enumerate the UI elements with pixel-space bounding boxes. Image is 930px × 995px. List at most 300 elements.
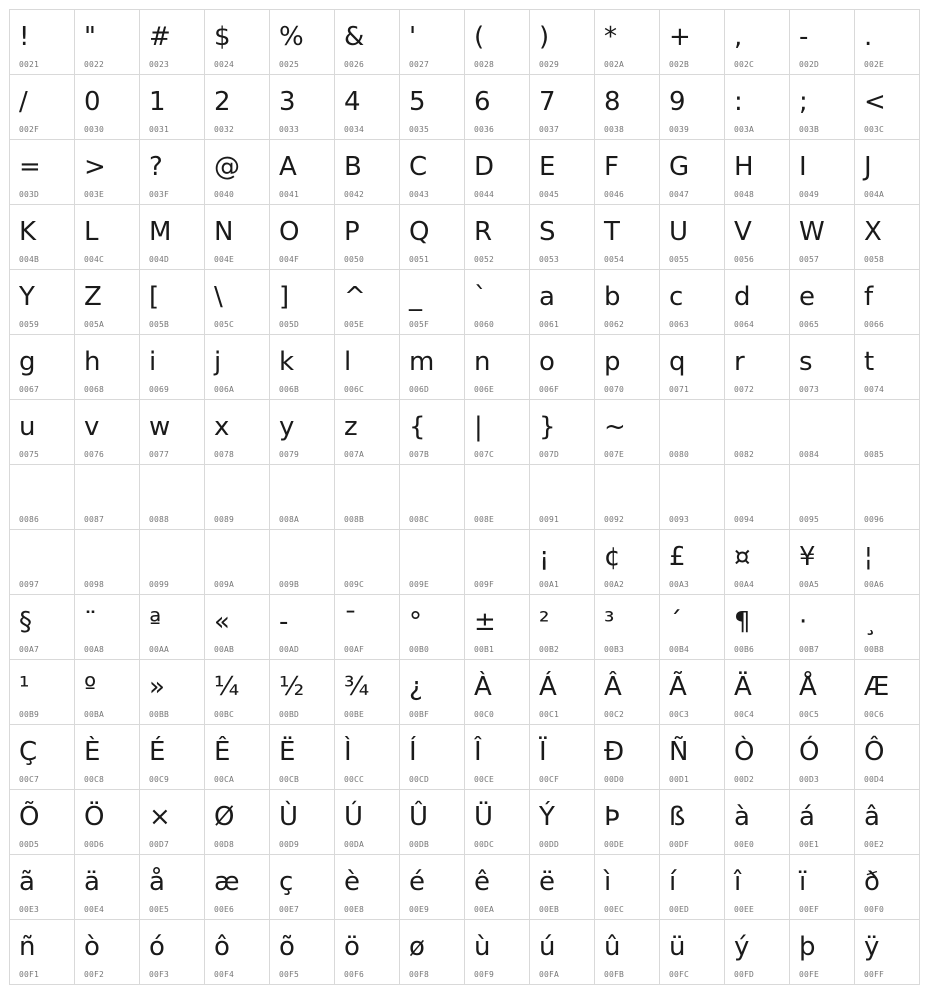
glyph-codepoint-label: 0054 — [604, 255, 625, 264]
glyph-cell — [530, 790, 595, 855]
glyph-codepoint-label: 00DB — [409, 840, 430, 849]
glyph-codepoint-label: 00E5 — [149, 905, 170, 914]
glyph-codepoint-label: 00CA — [214, 775, 235, 784]
glyph-character: ó — [149, 932, 165, 962]
glyph-character: Õ — [19, 802, 40, 832]
glyph-character: È — [84, 737, 101, 767]
glyph-cell — [140, 10, 205, 75]
glyph-codepoint-label: 0025 — [279, 60, 300, 69]
glyph-cell — [10, 335, 75, 400]
glyph-character: è — [344, 867, 360, 897]
glyph-codepoint-label: 003B — [799, 125, 820, 134]
glyph-cell — [595, 595, 660, 660]
glyph-codepoint-label: 00C4 — [734, 710, 755, 719]
glyph-codepoint-label: 0099 — [149, 580, 170, 589]
glyph-character: ú — [539, 932, 556, 962]
glyph-character: " — [84, 22, 96, 52]
glyph-cell — [140, 335, 205, 400]
glyph-codepoint-label: 00D6 — [84, 840, 105, 849]
glyph-cell — [595, 530, 660, 595]
glyph-codepoint-label: 00A2 — [604, 580, 625, 589]
glyph-cell — [595, 140, 660, 205]
glyph-cell — [855, 270, 920, 335]
glyph-codepoint-label: 0049 — [799, 190, 820, 199]
glyph-character: f — [864, 282, 874, 312]
glyph-character: J — [864, 152, 872, 182]
glyph-codepoint-label: 005F — [409, 320, 430, 329]
glyph-character: Æ — [864, 672, 890, 702]
glyph-codepoint-label: 00CB — [279, 775, 300, 784]
glyph-character: Ä — [734, 672, 752, 702]
glyph-codepoint-label: 0066 — [864, 320, 885, 329]
glyph-cell — [75, 400, 140, 465]
glyph-character: G — [669, 152, 690, 182]
glyph-codepoint-label: 008B — [344, 515, 365, 524]
glyph-cell — [465, 595, 530, 660]
glyph-character: ß — [669, 802, 686, 832]
glyph-cell — [400, 855, 465, 920]
glyph-cell — [270, 335, 335, 400]
glyph-codepoint-label: 004C — [84, 255, 105, 264]
glyph-cell — [10, 790, 75, 855]
glyph-character: 8 — [604, 87, 621, 117]
glyph-cell — [10, 920, 75, 985]
glyph-character: 0 — [84, 87, 101, 117]
glyph-character: Ý — [539, 802, 555, 832]
glyph-character: Â — [604, 672, 622, 702]
glyph-character: d — [734, 282, 751, 312]
glyph-cell — [465, 400, 530, 465]
glyph-codepoint-label: 007C — [474, 450, 495, 459]
glyph-cell — [335, 400, 400, 465]
glyph-codepoint-label: 004D — [149, 255, 170, 264]
glyph-codepoint-label: 00A7 — [19, 645, 40, 654]
glyph-codepoint-label: 00AB — [214, 645, 235, 654]
glyph-codepoint-label: 0042 — [344, 190, 365, 199]
glyph-cell — [75, 465, 140, 530]
glyph-cell — [660, 335, 725, 400]
glyph-cell — [530, 270, 595, 335]
glyph-character: * — [604, 22, 617, 52]
glyph-cell — [530, 400, 595, 465]
glyph-cell — [725, 595, 790, 660]
glyph-character: ° — [409, 607, 422, 637]
glyph-cell — [75, 140, 140, 205]
glyph-character: r — [734, 347, 745, 377]
glyph-codepoint-label: 00FB — [604, 970, 625, 979]
glyph-cell — [75, 205, 140, 270]
glyph-codepoint-label: 0050 — [344, 255, 365, 264]
glyph-character: ö — [344, 932, 360, 962]
glyph-cell — [790, 790, 855, 855]
glyph-cell — [790, 855, 855, 920]
glyph-character: ` — [474, 282, 487, 312]
glyph-codepoint-label: 005B — [149, 320, 170, 329]
glyph-character: ½ — [279, 672, 305, 702]
glyph-character: ª — [149, 607, 162, 637]
glyph-character: É — [149, 737, 166, 767]
glyph-cell — [75, 790, 140, 855]
glyph-cell — [205, 530, 270, 595]
glyph-character: P — [344, 217, 360, 247]
glyph-codepoint-label: 0029 — [539, 60, 560, 69]
glyph-codepoint-label: 00C6 — [864, 710, 885, 719]
glyph-character: v — [84, 412, 100, 442]
glyph-codepoint-label: 006C — [344, 385, 365, 394]
glyph-codepoint-label: 0079 — [279, 450, 300, 459]
glyph-codepoint-label: 00B6 — [734, 645, 755, 654]
glyph-codepoint-label: 0074 — [864, 385, 885, 394]
glyph-cell — [75, 595, 140, 660]
glyph-character: § — [19, 607, 32, 637]
glyph-cell — [75, 530, 140, 595]
glyph-character: ¤ — [734, 542, 751, 572]
glyph-cell — [855, 465, 920, 530]
glyph-cell — [660, 660, 725, 725]
glyph-cell — [855, 205, 920, 270]
glyph-character: Ò — [734, 737, 755, 767]
glyph-character: ¨ — [84, 607, 97, 637]
glyph-codepoint-label: 0071 — [669, 385, 690, 394]
glyph-codepoint-label: 0084 — [799, 450, 820, 459]
glyph-character: u — [19, 412, 36, 442]
glyph-codepoint-label: 00BA — [84, 710, 105, 719]
glyph-codepoint-label: 00D8 — [214, 840, 235, 849]
glyph-character: , — [734, 22, 743, 52]
glyph-character: ! — [19, 22, 30, 52]
glyph-codepoint-label: 00F2 — [84, 970, 105, 979]
glyph-codepoint-label: 00CE — [474, 775, 495, 784]
glyph-codepoint-label: 00A6 — [864, 580, 885, 589]
glyph-codepoint-label: 00AA — [149, 645, 170, 654]
glyph-character: ø — [409, 932, 425, 962]
glyph-cell — [790, 335, 855, 400]
glyph-character: 2 — [214, 87, 231, 117]
glyph-cell — [725, 530, 790, 595]
glyph-cell — [205, 270, 270, 335]
glyph-cell — [205, 10, 270, 75]
glyph-character: à — [734, 802, 750, 832]
glyph-codepoint-label: 00B2 — [539, 645, 560, 654]
glyph-codepoint-label: 0085 — [864, 450, 885, 459]
glyph-codepoint-label: 005E — [344, 320, 365, 329]
glyph-cell — [10, 270, 75, 335]
glyph-codepoint-label: 0087 — [84, 515, 105, 524]
glyph-character: × — [149, 802, 171, 832]
glyph-cell — [205, 660, 270, 725]
glyph-codepoint-label: 009F — [474, 580, 495, 589]
glyph-cell — [10, 595, 75, 660]
glyph-character: Ì — [344, 737, 352, 767]
glyph-cell — [400, 465, 465, 530]
glyph-cell — [400, 660, 465, 725]
glyph-codepoint-label: 00EE — [734, 905, 755, 914]
glyph-character: á — [799, 802, 815, 832]
glyph-cell — [530, 10, 595, 75]
glyph-codepoint-label: 0073 — [799, 385, 820, 394]
glyph-codepoint-label: 005D — [279, 320, 300, 329]
glyph-codepoint-label: 00E1 — [799, 840, 820, 849]
glyph-cell — [530, 920, 595, 985]
glyph-cell — [335, 660, 400, 725]
glyph-cell — [660, 75, 725, 140]
glyph-character: < — [864, 87, 886, 117]
glyph-cell — [530, 335, 595, 400]
glyph-codepoint-label: 00F5 — [279, 970, 300, 979]
glyph-codepoint-label: 0077 — [149, 450, 170, 459]
glyph-character: ? — [149, 152, 163, 182]
glyph-character: F — [604, 152, 619, 182]
glyph-cell — [10, 855, 75, 920]
glyph-cell — [660, 530, 725, 595]
glyph-codepoint-label: 00BD — [279, 710, 300, 719]
glyph-cell — [465, 335, 530, 400]
glyph-cell — [270, 205, 335, 270]
glyph-character: ô — [214, 932, 230, 962]
glyph-codepoint-label: 0039 — [669, 125, 690, 134]
glyph-cell — [140, 595, 205, 660]
glyph-codepoint-label: 00C2 — [604, 710, 625, 719]
glyph-cell — [790, 530, 855, 595]
glyph-cell — [75, 855, 140, 920]
glyph-cell — [530, 725, 595, 790]
glyph-character: $ — [214, 22, 231, 52]
glyph-codepoint-label: 00BB — [149, 710, 170, 719]
glyph-character: Z — [84, 282, 102, 312]
glyph-character: ´ — [669, 607, 682, 637]
glyph-codepoint-label: 0048 — [734, 190, 755, 199]
glyph-codepoint-label: 00E8 — [344, 905, 365, 914]
glyph-cell — [660, 10, 725, 75]
glyph-codepoint-label: 00C1 — [539, 710, 560, 719]
glyph-cell — [595, 335, 660, 400]
glyph-cell — [400, 140, 465, 205]
glyph-cell — [75, 10, 140, 75]
glyph-codepoint-label: 00E9 — [409, 905, 430, 914]
glyph-character: j — [214, 347, 222, 377]
glyph-cell — [335, 530, 400, 595]
glyph-character: > — [84, 152, 106, 182]
glyph-character: Å — [799, 672, 817, 702]
glyph-codepoint-label: 004B — [19, 255, 40, 264]
glyph-cell — [725, 660, 790, 725]
glyph-character: U — [669, 217, 689, 247]
glyph-cell — [855, 140, 920, 205]
glyph-cell — [855, 790, 920, 855]
glyph-codepoint-label: 0051 — [409, 255, 430, 264]
glyph-cell — [725, 400, 790, 465]
glyph-character: B — [344, 152, 362, 182]
glyph-character: î — [734, 867, 742, 897]
glyph-codepoint-label: 003A — [734, 125, 755, 134]
glyph-codepoint-label: 00F9 — [474, 970, 495, 979]
glyph-character: â — [864, 802, 880, 832]
glyph-character: þ — [799, 932, 816, 962]
glyph-cell — [530, 595, 595, 660]
glyph-cell — [660, 400, 725, 465]
glyph-cell — [140, 660, 205, 725]
glyph-codepoint-label: 0026 — [344, 60, 365, 69]
glyph-cell — [335, 725, 400, 790]
glyph-codepoint-label: 00A3 — [669, 580, 690, 589]
glyph-character: @ — [214, 152, 240, 182]
glyph-character: W — [799, 217, 825, 247]
glyph-codepoint-label: 00FD — [734, 970, 755, 979]
glyph-character: ] — [279, 282, 290, 312]
glyph-character: ü — [669, 932, 686, 962]
glyph-character: w — [149, 412, 171, 442]
glyph-cell — [725, 790, 790, 855]
glyph-cell — [465, 660, 530, 725]
glyph-codepoint-label: 00B3 — [604, 645, 625, 654]
glyph-cell — [595, 790, 660, 855]
glyph-cell — [855, 660, 920, 725]
glyph-cell — [660, 725, 725, 790]
glyph-character: ¹ — [19, 672, 30, 702]
glyph-codepoint-label: 002D — [799, 60, 820, 69]
glyph-codepoint-label: 0037 — [539, 125, 560, 134]
glyph-character: ³ — [604, 607, 615, 637]
glyph-codepoint-label: 00CF — [539, 775, 560, 784]
glyph-cell — [530, 855, 595, 920]
glyph-character: « — [214, 607, 230, 637]
glyph-codepoint-label: 00A5 — [799, 580, 820, 589]
glyph-codepoint-label: 00ED — [669, 905, 690, 914]
glyph-character: ¦ — [864, 542, 873, 572]
glyph-character: \ — [214, 282, 223, 312]
glyph-cell — [855, 400, 920, 465]
glyph-cell — [270, 595, 335, 660]
glyph-cell — [660, 465, 725, 530]
glyph-cell — [205, 595, 270, 660]
glyph-character: ~ — [604, 412, 626, 442]
glyph-codepoint-label: 0065 — [799, 320, 820, 329]
glyph-character: Y — [19, 282, 35, 312]
glyph-character: Û — [409, 802, 429, 832]
glyph-cell — [595, 205, 660, 270]
glyph-character: T — [604, 217, 620, 247]
glyph-codepoint-label: 0033 — [279, 125, 300, 134]
glyph-codepoint-label: 002C — [734, 60, 755, 69]
glyph-cell — [465, 530, 530, 595]
glyph-cell — [335, 335, 400, 400]
glyph-character: 4 — [344, 87, 361, 117]
glyph-codepoint-label: 008A — [279, 515, 300, 524]
glyph-cell — [790, 920, 855, 985]
glyph-codepoint-label: 00A4 — [734, 580, 755, 589]
glyph-codepoint-label: 00DD — [539, 840, 560, 849]
glyph-character: O — [279, 217, 300, 247]
glyph-cell — [140, 400, 205, 465]
glyph-cell — [140, 920, 205, 985]
glyph-codepoint-label: 00D1 — [669, 775, 690, 784]
glyph-codepoint-label: 00EF — [799, 905, 820, 914]
glyph-codepoint-label: 0097 — [19, 580, 40, 589]
glyph-cell — [270, 855, 335, 920]
glyph-character: g — [19, 347, 36, 377]
glyph-codepoint-label: 0043 — [409, 190, 430, 199]
glyph-codepoint-label: 0035 — [409, 125, 430, 134]
glyph-character: & — [344, 22, 365, 52]
glyph-character: l — [344, 347, 352, 377]
glyph-character: A — [279, 152, 297, 182]
glyph-codepoint-label: 00FE — [799, 970, 820, 979]
glyph-character: · — [799, 607, 808, 637]
glyph-cell — [140, 725, 205, 790]
glyph-character: y — [279, 412, 295, 442]
glyph-cell — [335, 10, 400, 75]
glyph-character: Ø — [214, 802, 235, 832]
glyph-character: ¸ — [864, 607, 877, 637]
glyph-cell — [75, 920, 140, 985]
glyph-cell — [10, 75, 75, 140]
glyph-cell — [335, 920, 400, 985]
glyph-character: ) — [539, 22, 550, 52]
glyph-codepoint-label: 00D7 — [149, 840, 170, 849]
glyph-cell — [205, 920, 270, 985]
glyph-character: Ê — [214, 737, 231, 767]
glyph-cell — [400, 75, 465, 140]
glyph-codepoint-label: 00EB — [539, 905, 560, 914]
glyph-character: Ë — [279, 737, 296, 767]
glyph-character: V — [734, 217, 752, 247]
glyph-character: ¡ — [539, 542, 550, 572]
glyph-codepoint-label: 0095 — [799, 515, 820, 524]
glyph-character: Ü — [474, 802, 494, 832]
glyph-codepoint-label: 0057 — [799, 255, 820, 264]
glyph-character: ç — [279, 867, 294, 897]
glyph-cell — [465, 205, 530, 270]
glyph-codepoint-label: 00E7 — [279, 905, 300, 914]
glyph-character: ^ — [344, 282, 366, 312]
glyph-codepoint-label: 0091 — [539, 515, 560, 524]
glyph-codepoint-label: 006A — [214, 385, 235, 394]
glyph-cell — [270, 10, 335, 75]
glyph-cell — [205, 790, 270, 855]
glyph-codepoint-label: 0078 — [214, 450, 235, 459]
glyph-cell — [205, 75, 270, 140]
glyph-codepoint-label: 00FF — [864, 970, 885, 979]
glyph-codepoint-label: 0028 — [474, 60, 495, 69]
glyph-cell — [660, 270, 725, 335]
glyph-codepoint-label: 00C9 — [149, 775, 170, 784]
glyph-codepoint-label: 00B1 — [474, 645, 495, 654]
glyph-codepoint-label: 00D4 — [864, 775, 885, 784]
glyph-cell — [790, 595, 855, 660]
glyph-cell — [400, 270, 465, 335]
glyph-cell — [465, 270, 530, 335]
glyph-character: e — [799, 282, 815, 312]
glyph-character: a — [539, 282, 555, 312]
glyph-cell — [335, 790, 400, 855]
glyph-cell — [335, 140, 400, 205]
glyph-codepoint-label: 0086 — [19, 515, 40, 524]
glyph-character: 6 — [474, 87, 491, 117]
glyph-cell — [400, 335, 465, 400]
glyph-cell — [595, 855, 660, 920]
glyph-cell — [75, 725, 140, 790]
glyph-character: s — [799, 347, 813, 377]
glyph-character: ¥ — [799, 542, 816, 572]
glyph-character: + — [669, 22, 691, 52]
glyph-character: Ï — [539, 737, 547, 767]
glyph-character: z — [344, 412, 358, 442]
glyph-cell — [790, 725, 855, 790]
glyph-character: ù — [474, 932, 491, 962]
glyph-character: Ñ — [669, 737, 689, 767]
glyph-cell — [595, 660, 660, 725]
glyph-cell — [75, 660, 140, 725]
